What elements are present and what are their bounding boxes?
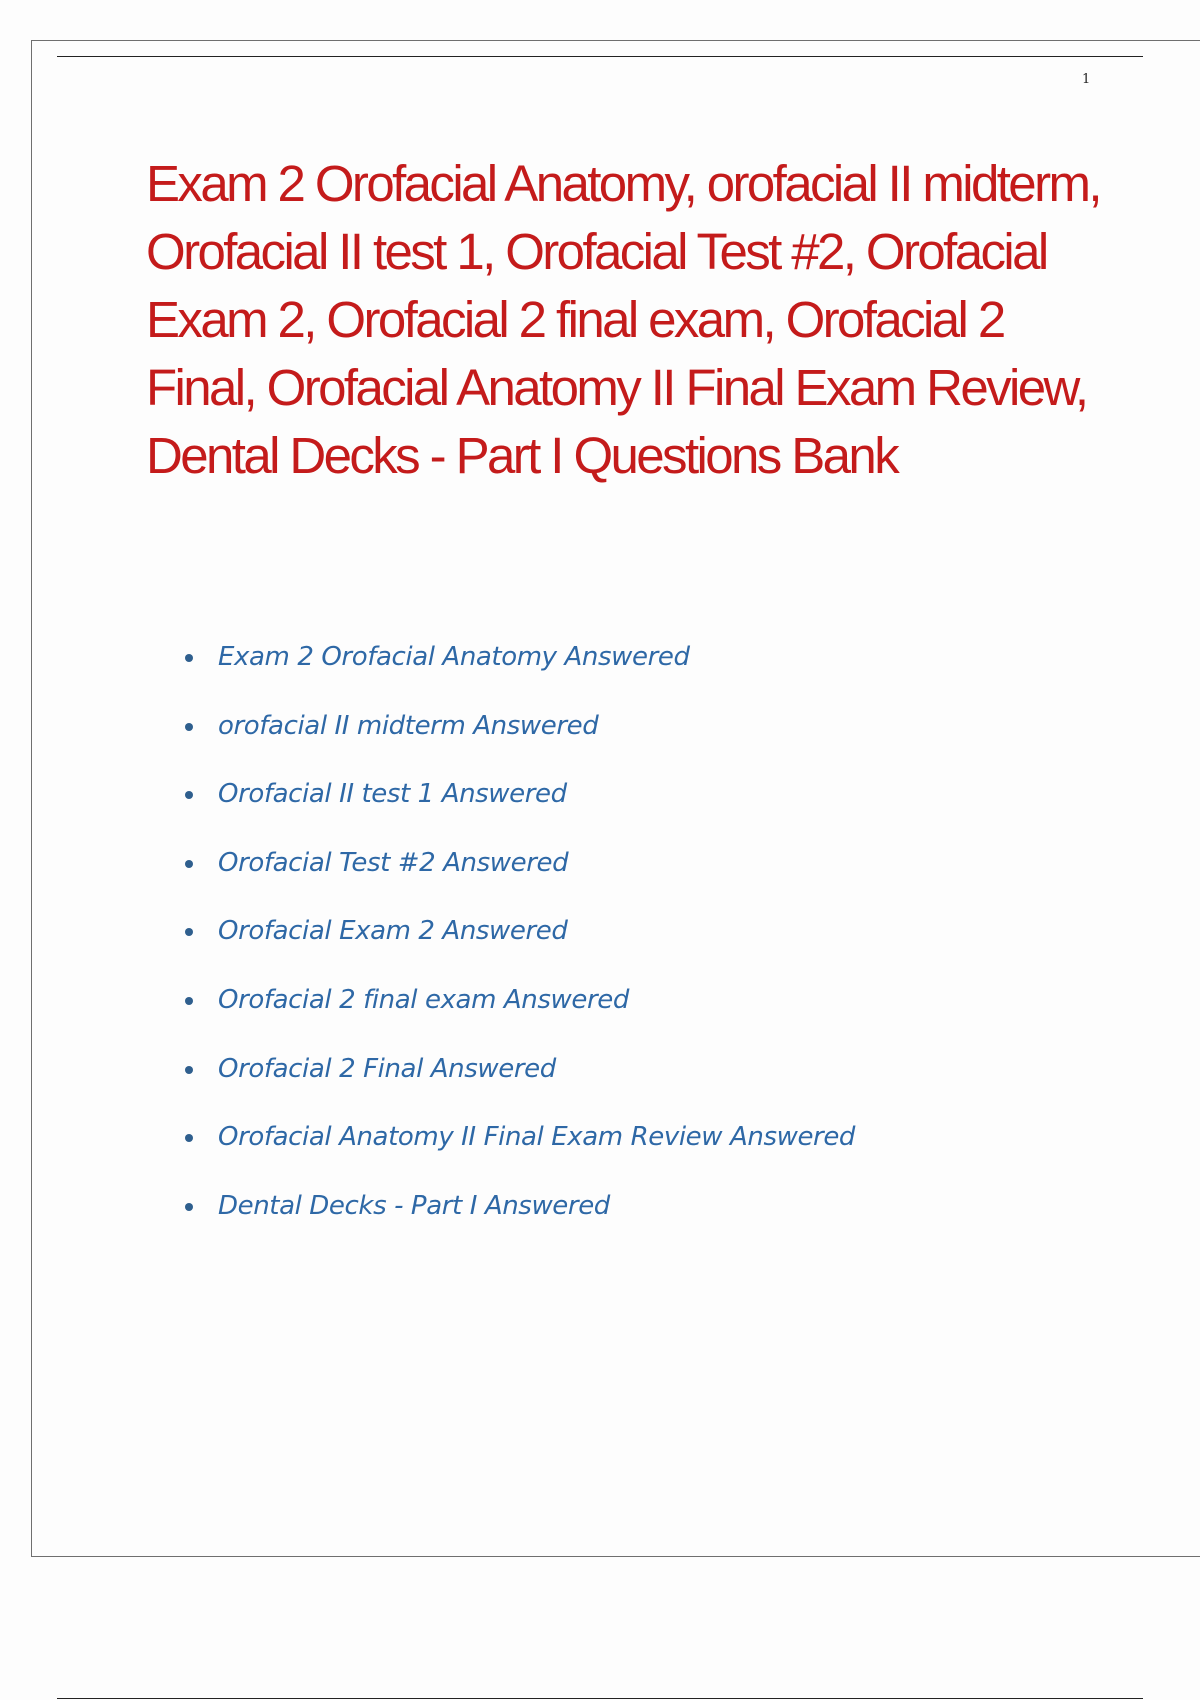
bullet-icon xyxy=(185,1203,193,1211)
bullet-icon xyxy=(185,1066,193,1074)
list-item xyxy=(180,709,855,778)
page-number: 1 xyxy=(1082,72,1091,87)
answered-exams-list xyxy=(180,640,855,1257)
list-item-label[interactable]: Orofacial Anatomy II Final Exam Review Answered xyxy=(218,1122,856,1153)
bullet-icon xyxy=(185,791,193,799)
list-item-label[interactable]: Orofacial Exam 2 Answered xyxy=(218,916,568,947)
list-item-label[interactable]: Dental Decks - Part I Answered xyxy=(218,1190,610,1221)
list-item xyxy=(180,1189,855,1258)
list-item xyxy=(180,983,855,1052)
list-item xyxy=(180,1052,855,1121)
list-item xyxy=(180,846,855,915)
list-item xyxy=(180,640,855,709)
bullet-icon xyxy=(185,654,193,662)
bullet-icon xyxy=(185,860,193,868)
list-item xyxy=(180,914,855,983)
list-item-label[interactable]: Orofacial Test #2 Answered xyxy=(218,847,569,878)
bullet-icon xyxy=(185,928,193,936)
header-rule xyxy=(57,56,1143,57)
list-item-label[interactable]: Orofacial II test 1 Answered xyxy=(218,779,567,810)
footer-rule xyxy=(57,1698,1143,1699)
bullet-icon xyxy=(185,723,193,731)
list-item-label[interactable]: Orofacial 2 final exam Answered xyxy=(218,984,629,1015)
bullet-icon xyxy=(185,997,193,1005)
list-item xyxy=(180,777,855,846)
list-item xyxy=(180,1120,855,1189)
document-title: Exam 2 Orofacial Anatomy, orofacial II midterm, Orofacial II test 1, Orofacial Test #2, Orofacial Exam 2, Orofacial 2 final exam, Orofacial 2 Final, Orofacial Anatomy II Final Exam Review, Dental Decks - Part I Questions Bank xyxy=(146,155,1100,484)
bullet-icon xyxy=(185,1134,193,1142)
list-item-label[interactable]: Exam 2 Orofacial Anatomy Answered xyxy=(218,642,690,672)
list-item-label[interactable]: orofacial II midterm Answered xyxy=(218,710,599,741)
list-item-label[interactable]: Orofacial 2 Final Answered xyxy=(218,1053,556,1084)
